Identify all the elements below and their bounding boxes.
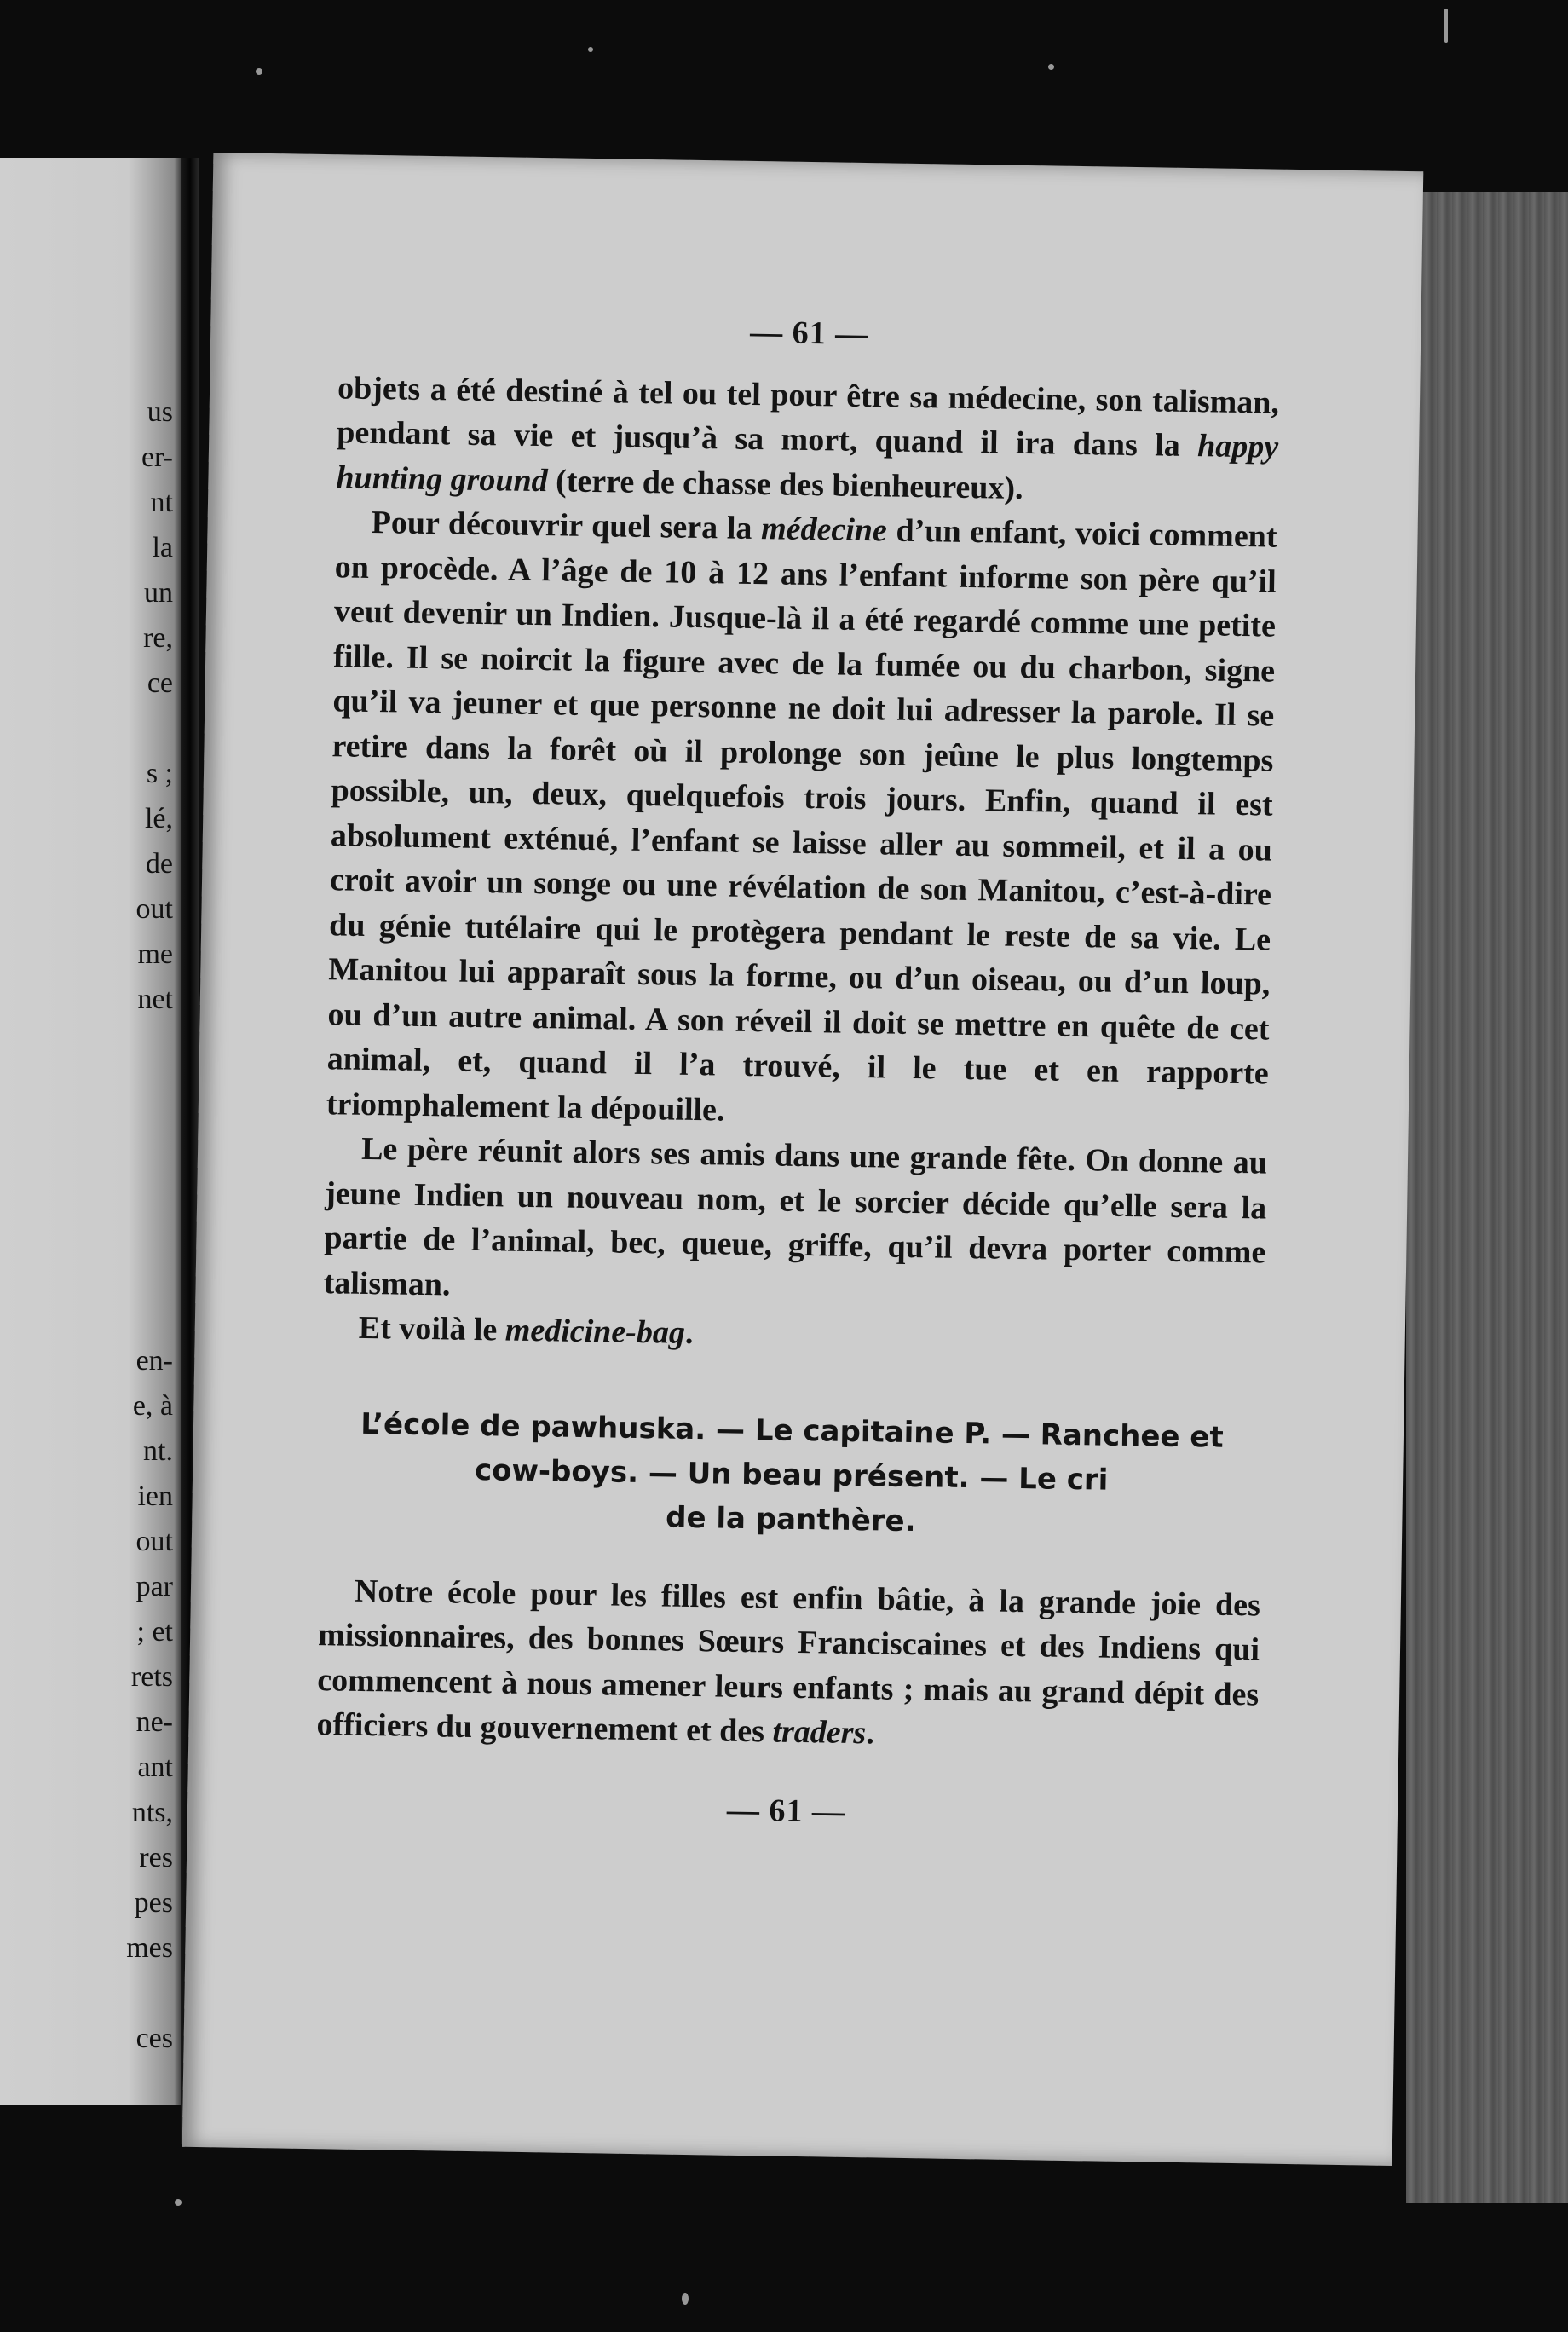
paragraph (336, 366, 1279, 515)
italic-text: medicine-bag (504, 1312, 686, 1351)
right-page (182, 153, 1424, 2166)
left-page-line-fragment: lé, (144, 803, 173, 834)
film-speck (682, 2293, 689, 2305)
paragraph (316, 1568, 1260, 1762)
left-page-line-fragment: la (152, 532, 173, 563)
left-page-line-fragment: nt (150, 487, 173, 518)
italic-text: médecine (760, 511, 888, 549)
section-heading-line-2: cow-boys. — Un beau présent. — Le cri (474, 1452, 1109, 1498)
left-page-line-fragment: out (135, 893, 173, 925)
italic-text: traders (772, 1713, 867, 1752)
left-page-line-fragment: me (137, 938, 173, 970)
text-run: . (684, 1314, 694, 1352)
left-page-line-fragment: ces (135, 2023, 173, 2054)
left-page-line-fragment: en- (135, 1345, 173, 1377)
left-page-line-fragment: res (139, 1842, 173, 1873)
section-heading-line-3: de la panthère. (665, 1500, 916, 1538)
left-page-line-fragment: s ; (146, 758, 173, 789)
page-number-header: — 61 — (749, 314, 869, 353)
section-heading (320, 1401, 1263, 1549)
text-run: Notre école pour les filles est enfin bâtie, à la grande joie des missionnaires, des bonnes Sœurs Franciscaines et des Indiens qui commencent à nous amener leurs enfants ; mais au grand dépit des officiers du gouvernement et des (316, 1573, 1261, 1750)
left-page-line-fragment: un (144, 577, 173, 609)
italic-text: happy hunting ground (336, 428, 1279, 499)
text-run: objets a été destiné à tel ou tel pour être sa médecine, son talisman, pendant sa vie et jusqu’à sa mort, quand il ira dans la (336, 369, 1280, 465)
film-speck (1048, 64, 1054, 70)
left-page-line-fragment: rets (130, 1661, 173, 1693)
left-page-line-fragment: net (137, 984, 173, 1015)
left-page-line-fragment: pes (134, 1887, 173, 1919)
left-page-line-fragment: e, à (132, 1390, 173, 1422)
film-speck (175, 2199, 182, 2206)
closing-paragraph-container (316, 1568, 1260, 1762)
paragraph (323, 1126, 1267, 1319)
left-page-line-fragment: mes (126, 1932, 173, 1964)
left-page-line-fragment: us (147, 396, 173, 428)
page-content (315, 303, 1281, 1840)
left-page-line-fragment: er- (141, 442, 173, 473)
left-page-line-fragment: de (145, 848, 173, 880)
left-page-line-fragment: out (135, 1526, 173, 1557)
page-edges (1406, 192, 1568, 2203)
left-page-line-fragment: ce (147, 667, 173, 699)
section-heading-line-1: L’école de pawhuska. — Le capitaine P. — Ranchee et (360, 1406, 1224, 1455)
film-speck (256, 68, 262, 75)
left-page-line-fragment: nts, (131, 1797, 173, 1828)
film-speck (1444, 9, 1448, 43)
left-page-line-fragment: ant (137, 1752, 173, 1783)
body-text (322, 366, 1279, 1365)
left-page-fragment (0, 158, 183, 2105)
text-run: d’un enfant, voici comment on procède. A l’âge de 10 à 12 ans l’enfant informe son père qu’il veut devenir un Indien. Jusque-là il a été regardé comme une petite fille. Il se noircit la figure avec de la fumée ou du charbon, signe qu’il va jeuner et que personne ne doit lui adresser la parole. Il se retire dans la forêt où il prolonge son jeûne le plus longtemps possible, un, deux, quelquefois trois jours. Enfin, quand il est absolument exténué, l’enfant se laisse aller au sommeil, et il a ou croit avoir un songe ou une révélation de son Manitou, c’est-à-dire du génie tutélaire qui le protègera pendant le reste de sa vie. Le Manitou lui apparaît sous la forme, ou d’un oiseau, ou d’un loup, ou d’un autre animal. A son réveil il doit se mettre en quête de cet animal, et, quand il l’a trouvé, il le tue et en rapporte triomphalement la dépouille. (326, 512, 1277, 1128)
left-page-line-fragment: ; et (136, 1616, 173, 1648)
left-page-line-fragment: nt. (143, 1435, 173, 1467)
page-number-footer: — 61 — (726, 1792, 846, 1830)
left-page-line-fragment: ne- (135, 1706, 173, 1738)
left-page-line-fragment: ien (137, 1481, 173, 1512)
text-run: (terre de chasse des bienheureux). (547, 462, 1023, 506)
film-speck (588, 47, 593, 52)
left-page-line-fragment: par (135, 1571, 173, 1602)
paragraph (326, 499, 1277, 1140)
text-run: Et voilà le (358, 1309, 506, 1348)
text-run: Pour découvrir quel sera la (371, 504, 762, 547)
text-run: Le père réunit alors ses amis dans une grande fête. On donne au jeune Indien un nouveau nom, et le sorcier décide qu’elle sera la partie de l’animal, bec, queue, griffe, qu’il devra porter comme talisman. (323, 1130, 1268, 1303)
text-run: . (865, 1715, 875, 1752)
left-page-line-fragment: re, (143, 622, 173, 654)
